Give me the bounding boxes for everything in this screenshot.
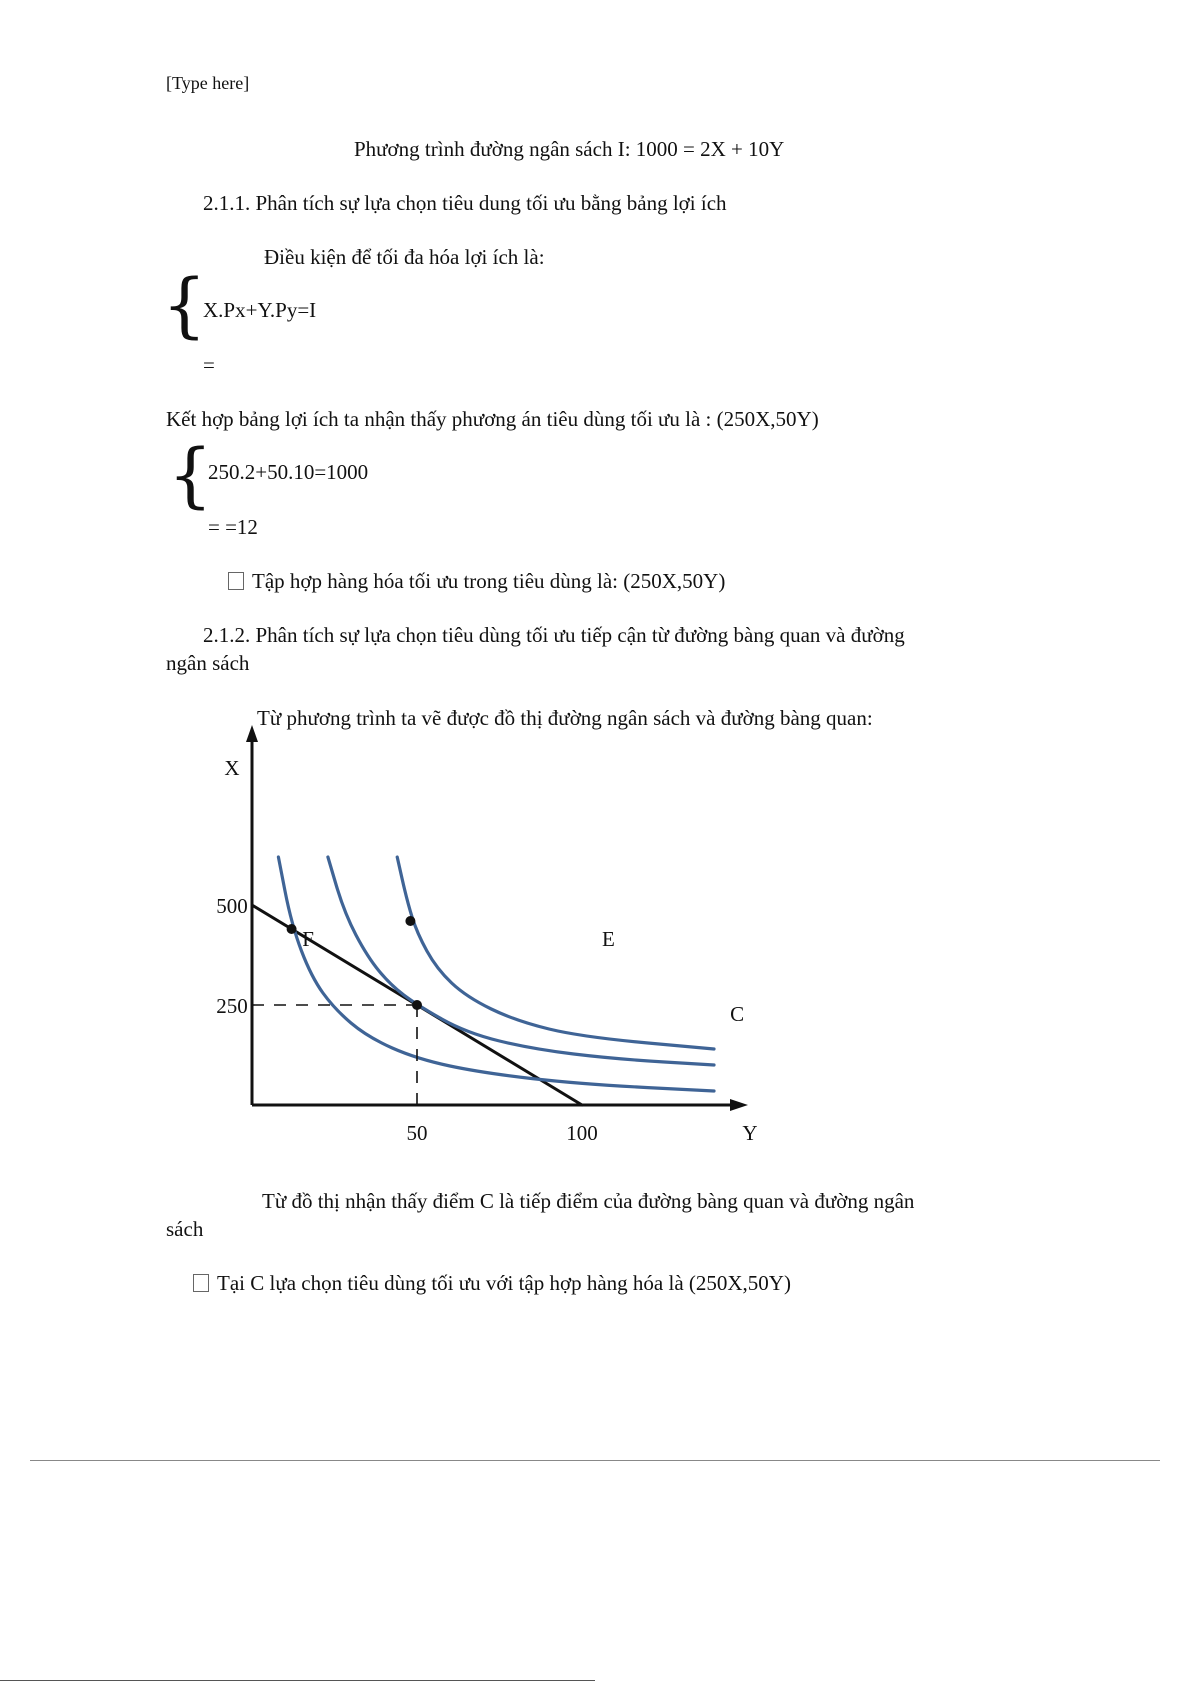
y-axis-title: X	[224, 756, 240, 780]
indifference-budget-chart	[180, 720, 780, 1170]
system1-brace: {	[162, 264, 207, 346]
horizontal-axis-arrow	[730, 1099, 748, 1111]
section-211-title: 2.1.1. Phân tích sự lựa chọn tiêu dung tối ưu bằng bảng lợi ích	[203, 191, 727, 215]
vertical-axis-arrow	[246, 725, 258, 742]
conclusion-211	[228, 568, 725, 594]
chart-intro: Từ phương trình ta vẽ được đồ thị đường ngân sách và đường bàng quan:	[257, 706, 873, 730]
final-conclusion	[193, 1270, 791, 1296]
point-f	[287, 924, 297, 934]
system1-line2: =	[203, 353, 215, 377]
point-e	[405, 916, 415, 926]
x-tick-label-50: 50	[406, 1121, 428, 1145]
point-label-c: C	[730, 1002, 745, 1026]
x-axis-title: Y	[742, 1121, 758, 1145]
final-conclusion-text: Tại C lựa chọn tiêu dùng tối ưu với tập hợp hàng hóa là (250X,50Y)	[217, 1271, 791, 1295]
conclusion-211-text: Tập hợp hàng hóa tối ưu trong tiêu dùng là: (250X,50Y)	[252, 569, 726, 593]
checkbox-bullet-icon	[193, 1274, 209, 1292]
point-label-e: E	[601, 926, 615, 951]
section-212-title-line1: 2.1.2. Phân tích sự lựa chọn tiêu dùng tối ưu tiếp cận từ đường bàng quan và đường	[203, 623, 905, 647]
after-chart-line2: sách	[166, 1217, 204, 1241]
bottom-divider	[0, 1680, 595, 1681]
point-label-f: F	[302, 926, 314, 951]
footer-divider	[30, 1460, 1160, 1461]
system1-line1: X.Px+Y.Py=I	[203, 298, 317, 322]
page-header: [Type here]	[166, 73, 250, 93]
budget-equation: Phương trình đường ngân sách I: 1000 = 2X + 10Y	[354, 137, 785, 161]
y-tick-label-250: 250	[216, 994, 248, 1018]
section-212-title-line2: ngân sách	[166, 651, 250, 675]
after-chart-line1: Từ đồ thị nhận thấy điểm C là tiếp điểm của đường bàng quan và đường ngân	[262, 1189, 915, 1213]
combine-text: Kết hợp bảng lợi ích ta nhận thấy phương án tiêu dùng tối ưu là : (250X,50Y)	[166, 407, 819, 431]
system2-line1: 250.2+50.10=1000	[208, 460, 369, 484]
indifference-curve-2	[328, 857, 714, 1065]
system2-line2: = =12	[208, 515, 258, 539]
x-tick-label-100: 100	[566, 1121, 598, 1145]
point-c	[412, 1000, 422, 1010]
y-tick-label-500: 500	[216, 894, 248, 918]
checkbox-bullet-icon	[228, 572, 244, 590]
indifference-curve-1	[278, 857, 714, 1091]
condition-intro: Điều kiện để tối đa hóa lợi ích là:	[264, 245, 545, 269]
system2-brace: {	[168, 434, 213, 516]
